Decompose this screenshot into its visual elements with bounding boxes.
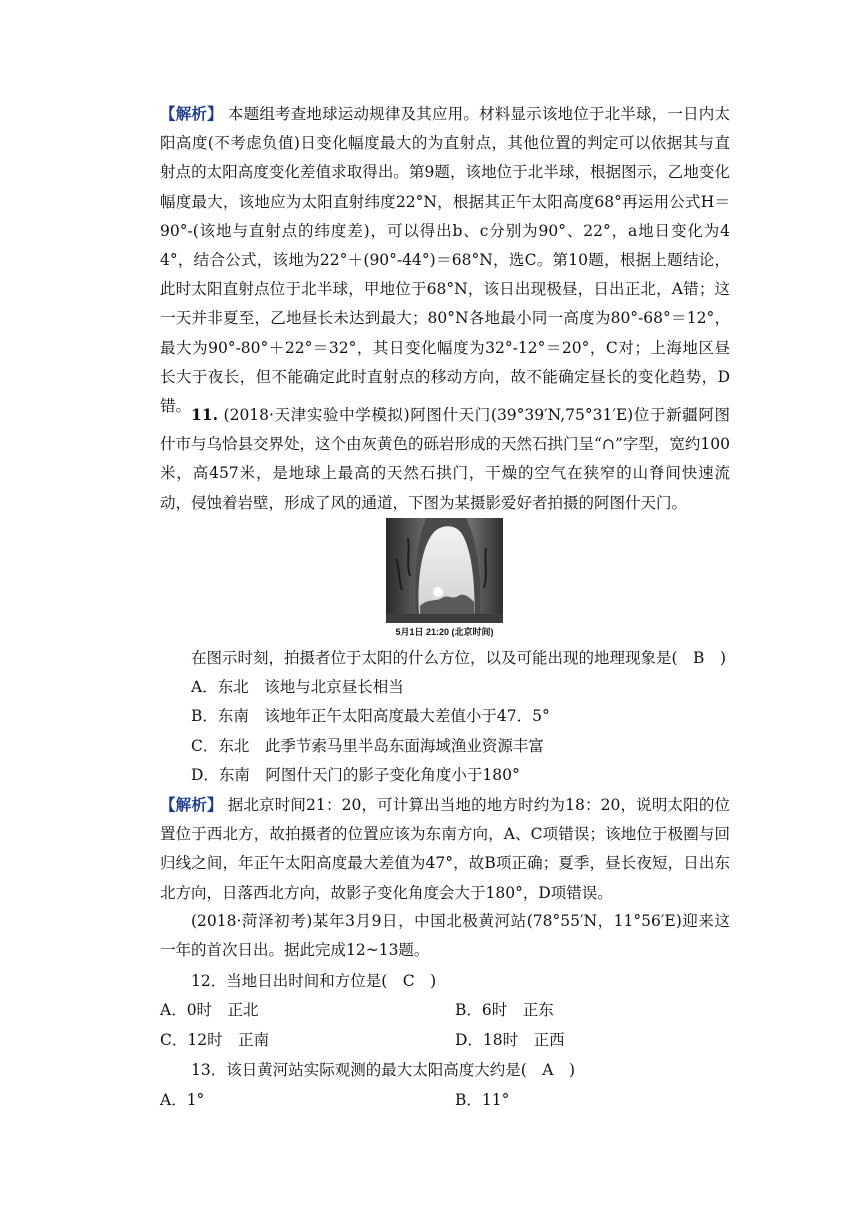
q13-option-a: A．1°	[160, 1091, 205, 1109]
question-11-options	[160, 644, 730, 790]
analysis-11	[160, 790, 730, 908]
option-b: B．东南 该地年正午太阳高度最大差值小于47．5°	[191, 707, 550, 726]
q13-option-b: B．11°	[455, 1091, 510, 1109]
analysis-9-10	[160, 99, 730, 421]
question-prompt: 在图示时刻，拍摄者位于太阳的什么方位，以及可能出现的地理现象是( B )	[191, 649, 726, 667]
q12-option-c: C．12时 正南	[160, 1031, 270, 1049]
analysis-text: 据北京时间21：20，可计算出当地的地方时约为18：20，说明太阳的位置位于西北方，故拍摄者的位置应该为东南方向，A、C项错误；该地位于极圈与回归线之间，年正午太阳高度最大差值为47°，故B项正确；夏季，昼长夜短，日出东北方向，日落西北方向，故影子变化角度会大于180°，D项错误。	[160, 796, 730, 902]
arch-photo-image	[386, 518, 503, 623]
option-d: D．东南 阿图什天门的影子变化角度小于180°	[191, 765, 520, 784]
question-12-stem: 12．当地日出时间和方位是( C )	[191, 972, 437, 990]
analysis-text: 本题组考查地球运动规律及其应用。材料显示该地位于北半球，一日内太阳高度(不考虑负值)日变化幅度最大的为直射点，其他位置的判定可以依据其与直射点的太阳高度变化差值求取得出。第9题，该地位于北半球，根据图示，乙地变化幅度最大，该地应为太阳直射纬度22°N，根据其正午太阳高度68°再运用公式H＝90°-(该地与直射点的纬度差)，可以得出b、c分别为90°、22°，a地日变化为44°，结合公式，该地为22°＋(90°-44°)＝68°N，选C。第10题，根据上题结论，此时太阳直射点位于北半球，甲地位于68°N，该日出现极昼，日出正北，A错；这一天并非夏至，乙地昼长未达到最大；80°N各地最小同一高度为80°-68°＝12°，最大为90°-80°＋22°＝32°，其日变化幅度为32°-12°＝20°，C对；上海地区昼长大于夜长，但不能确定此时直射点的移动方向，故不能确定昼长的变化趋势，D错。	[160, 105, 730, 416]
question-11	[160, 400, 730, 518]
q12-option-a: A．0时 正北	[160, 1001, 259, 1019]
intro-12-13: (2018·菏泽初考)某年3月9日，中国北极黄河站(78°55′N，11°56′E)迎来这一年的首次日出。据此完成12~13题。	[160, 912, 730, 960]
option-a: A．东北 该地与北京昼长相当	[191, 678, 404, 697]
option-c: C．东北 此季节索马里半岛东面海域渔业资源丰富	[191, 736, 544, 755]
question-13-stem: 13．该日黄河站实际观测的最大太阳高度大约是( A )	[191, 1061, 576, 1079]
analysis-tag: 【解析】	[160, 795, 223, 814]
q12-option-d: D．18时 正西	[455, 1031, 565, 1049]
q12-option-b: B．6时 正东	[455, 1001, 554, 1019]
question-number: 11.	[191, 405, 218, 424]
tianmen-arch-photo	[386, 518, 503, 623]
analysis-tag: 【解析】	[160, 104, 223, 123]
question-stem: (2018·天津实验中学模拟)阿图什天门(39°39′N,75°31′E)位于新疆阿图什市与乌恰县交界处，这个由灰黄色的砾岩形成的天然石拱门呈“∩”字型，宽约100米，高457米，是地球上最高的天然石拱门，干燥的空气在狭窄的山脊间快速流动，侵蚀着岩壁，形成了风的通道，下图为某摄影爱好者拍摄的阿图什天门。	[160, 406, 730, 512]
photo-caption: 5月1日 21:20 (北京时间)	[395, 627, 494, 637]
